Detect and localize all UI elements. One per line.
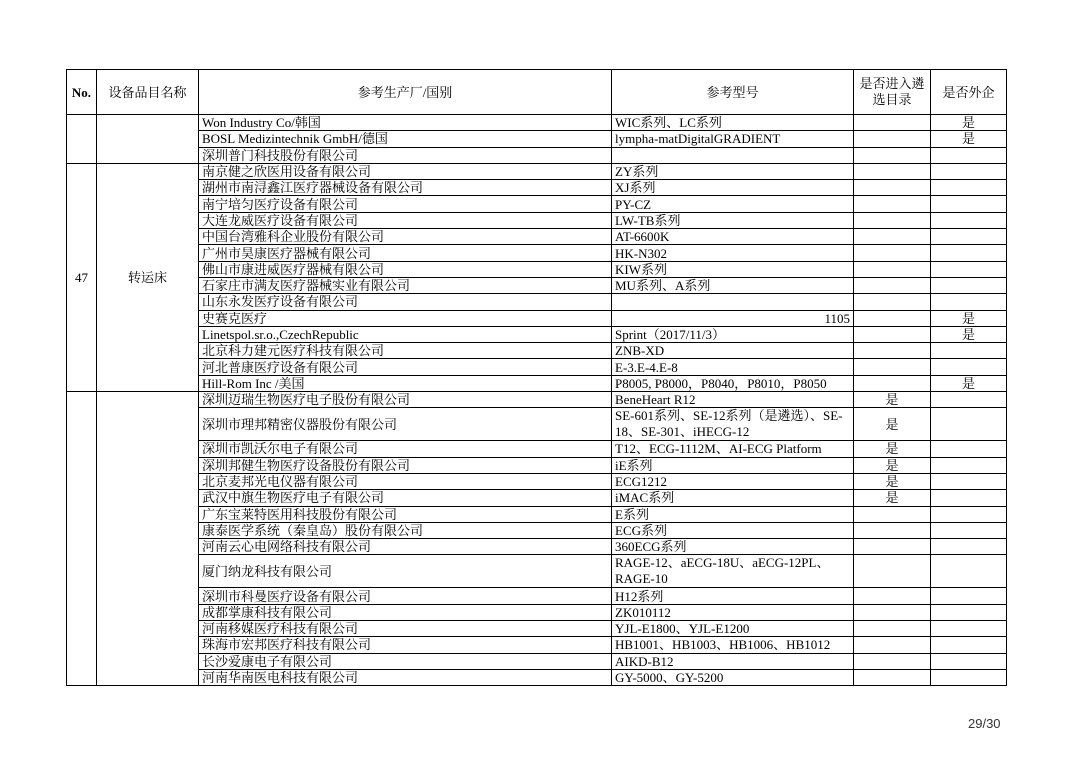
table-row xyxy=(67,212,1007,228)
maker-cell: 深圳市理邦精密仪器股份有限公司 xyxy=(199,408,612,441)
foreign-cell xyxy=(931,359,1007,375)
model-cell: H12系列 xyxy=(612,588,854,604)
directory-cell xyxy=(854,294,931,310)
model-cell: ZY系列 xyxy=(612,163,854,179)
model-cell: ZNB-XD xyxy=(612,343,854,359)
maker-cell: 大连龙威医疗设备有限公司 xyxy=(199,212,612,228)
maker-cell: 深圳普门科技股份有限公司 xyxy=(199,147,612,163)
maker-cell: 广东宝莱特医用科技股份有限公司 xyxy=(199,506,612,522)
table-row xyxy=(67,621,1007,637)
header-name: 设备品目名称 xyxy=(97,70,199,115)
directory-cell xyxy=(854,669,931,685)
model-cell: P8005, P8000，P8040，P8010，P8050 xyxy=(612,375,854,391)
model-cell: LW-TB系列 xyxy=(612,212,854,228)
directory-cell xyxy=(854,180,931,196)
maker-cell: 湖州市南浔鑫江医疗器械设备有限公司 xyxy=(199,180,612,196)
model-cell: Sprint（2017/11/3） xyxy=(612,326,854,342)
maker-cell: 河南华南医电科技有限公司 xyxy=(199,669,612,685)
foreign-cell xyxy=(931,473,1007,489)
foreign-cell xyxy=(931,196,1007,212)
foreign-cell xyxy=(931,588,1007,604)
header-foreign: 是否外企 xyxy=(931,70,1007,115)
table-row xyxy=(67,637,1007,653)
foreign-cell: 是 xyxy=(931,115,1007,131)
model-cell: PY-CZ xyxy=(612,196,854,212)
maker-cell: Linetspol.sr.o.,CzechRepublic xyxy=(199,326,612,342)
table-row xyxy=(67,653,1007,669)
equipment-table xyxy=(66,69,1007,686)
model-cell: RAGE-12、aECG-18U、aECG-12PL、RAGE-10 xyxy=(612,555,854,588)
maker-cell: 康泰医学系统（秦皇岛）股份有限公司 xyxy=(199,522,612,538)
directory-cell xyxy=(854,359,931,375)
table-row xyxy=(67,326,1007,342)
directory-cell: 是 xyxy=(854,441,931,457)
table-row xyxy=(67,359,1007,375)
directory-cell xyxy=(854,522,931,538)
directory-cell xyxy=(854,212,931,228)
model-cell: MU系列、A系列 xyxy=(612,277,854,293)
directory-cell xyxy=(854,653,931,669)
table-row xyxy=(67,441,1007,457)
header-model: 参考型号 xyxy=(612,70,854,115)
maker-cell: 珠海市宏邦医疗科技有限公司 xyxy=(199,637,612,653)
table-row xyxy=(67,261,1007,277)
table-row xyxy=(67,539,1007,555)
foreign-cell xyxy=(931,621,1007,637)
foreign-cell: 是 xyxy=(931,131,1007,147)
directory-cell xyxy=(854,261,931,277)
directory-cell: 是 xyxy=(854,408,931,441)
model-cell: ZK010112 xyxy=(612,604,854,620)
maker-cell: 河南云心电网络科技有限公司 xyxy=(199,539,612,555)
model-cell: HK-N302 xyxy=(612,245,854,261)
foreign-cell xyxy=(931,343,1007,359)
table-row xyxy=(67,229,1007,245)
model-cell: YJL-E1800、YJL-E1200 xyxy=(612,621,854,637)
table-row xyxy=(67,245,1007,261)
foreign-cell xyxy=(931,506,1007,522)
foreign-cell xyxy=(931,539,1007,555)
model-cell: 1105 xyxy=(612,310,854,326)
directory-cell xyxy=(854,163,931,179)
foreign-cell xyxy=(931,261,1007,277)
model-cell: SE-601系列、SE-12系列（是遴选）、SE-18、SE-301、iHECG-12 xyxy=(612,408,854,441)
model-cell: XJ系列 xyxy=(612,180,854,196)
foreign-cell xyxy=(931,669,1007,685)
foreign-cell xyxy=(931,147,1007,163)
table-row xyxy=(67,473,1007,489)
directory-cell xyxy=(854,115,931,131)
foreign-cell xyxy=(931,408,1007,441)
directory-cell: 是 xyxy=(854,473,931,489)
directory-cell xyxy=(854,621,931,637)
table-row xyxy=(67,408,1007,441)
table-body xyxy=(67,115,1007,686)
directory-cell xyxy=(854,375,931,391)
directory-cell xyxy=(854,555,931,588)
table-row xyxy=(67,490,1007,506)
maker-cell: 佛山市康进威医疗器械有限公司 xyxy=(199,261,612,277)
table-row xyxy=(67,457,1007,473)
maker-cell: 史赛克医疗 xyxy=(199,310,612,326)
model-cell: ECG系列 xyxy=(612,522,854,538)
model-cell: AT-6600K xyxy=(612,229,854,245)
group-name: 转运床 xyxy=(97,163,199,391)
model-cell xyxy=(612,147,854,163)
maker-cell: 武汉中旗生物医疗电子有限公司 xyxy=(199,490,612,506)
table-row xyxy=(67,277,1007,293)
table-row xyxy=(67,196,1007,212)
model-cell: iE系列 xyxy=(612,457,854,473)
maker-cell: 中国台湾雅科企业股份有限公司 xyxy=(199,229,612,245)
table-row xyxy=(67,180,1007,196)
directory-cell xyxy=(854,277,931,293)
directory-cell xyxy=(854,588,931,604)
maker-cell: 深圳迈瑞生物医疗电子股份有限公司 xyxy=(199,392,612,408)
foreign-cell xyxy=(931,555,1007,588)
model-cell: E-3.E-4.E-8 xyxy=(612,359,854,375)
foreign-cell xyxy=(931,637,1007,653)
maker-cell: 厦门纳龙科技有限公司 xyxy=(199,555,612,588)
maker-cell: 成都掌康科技有限公司 xyxy=(199,604,612,620)
table-row xyxy=(67,163,1007,179)
maker-cell: BOSL Medizintechnik GmbH/德国 xyxy=(199,131,612,147)
model-cell: GY-5000、GY-5200 xyxy=(612,669,854,685)
foreign-cell: 是 xyxy=(931,310,1007,326)
group-no xyxy=(67,115,97,164)
directory-cell xyxy=(854,131,931,147)
foreign-cell xyxy=(931,604,1007,620)
model-cell: lympha-matDigitalGRADIENT xyxy=(612,131,854,147)
directory-cell xyxy=(854,506,931,522)
maker-cell: Hill-Rom Inc /美国 xyxy=(199,375,612,391)
directory-cell: 是 xyxy=(854,490,931,506)
foreign-cell xyxy=(931,490,1007,506)
maker-cell: 南京健之欣医用设备有限公司 xyxy=(199,163,612,179)
model-cell: T12、ECG-1112M、AI-ECG Platform xyxy=(612,441,854,457)
foreign-cell xyxy=(931,212,1007,228)
foreign-cell xyxy=(931,163,1007,179)
table-row xyxy=(67,115,1007,131)
group-name xyxy=(97,392,199,686)
model-cell: KIW系列 xyxy=(612,261,854,277)
model-cell: iMAC系列 xyxy=(612,490,854,506)
foreign-cell: 是 xyxy=(931,326,1007,342)
directory-cell xyxy=(854,229,931,245)
foreign-cell xyxy=(931,294,1007,310)
maker-cell: 石家庄市满友医疗器械实业有限公司 xyxy=(199,277,612,293)
model-cell: WIC系列、LC系列 xyxy=(612,115,854,131)
table-row xyxy=(67,669,1007,685)
foreign-cell xyxy=(931,441,1007,457)
foreign-cell xyxy=(931,653,1007,669)
maker-cell: 河南移媒医疗科技有限公司 xyxy=(199,621,612,637)
foreign-cell xyxy=(931,229,1007,245)
header-directory: 是否进入遴选目录 xyxy=(854,70,931,115)
directory-cell xyxy=(854,343,931,359)
directory-cell: 是 xyxy=(854,457,931,473)
maker-cell: 山东永发医疗设备有限公司 xyxy=(199,294,612,310)
foreign-cell xyxy=(931,392,1007,408)
model-cell: AIKD-B12 xyxy=(612,653,854,669)
model-cell xyxy=(612,294,854,310)
directory-cell xyxy=(854,604,931,620)
foreign-cell xyxy=(931,245,1007,261)
maker-cell: 深圳市科曼医疗设备有限公司 xyxy=(199,588,612,604)
header-no: No. xyxy=(67,70,97,115)
maker-cell: Won Industry Co/韩国 xyxy=(199,115,612,131)
directory-cell xyxy=(854,310,931,326)
table-header xyxy=(67,70,1007,115)
maker-cell: 河北普康医疗设备有限公司 xyxy=(199,359,612,375)
model-cell: E系列 xyxy=(612,506,854,522)
table-row xyxy=(67,588,1007,604)
table-row xyxy=(67,294,1007,310)
maker-cell: 广州市昊康医疗器械有限公司 xyxy=(199,245,612,261)
maker-cell: 深圳市凯沃尔电子有限公司 xyxy=(199,441,612,457)
model-cell: ECG1212 xyxy=(612,473,854,489)
foreign-cell xyxy=(931,457,1007,473)
table-row xyxy=(67,392,1007,408)
directory-cell xyxy=(854,196,931,212)
table-row xyxy=(67,604,1007,620)
directory-cell xyxy=(854,245,931,261)
maker-cell: 北京麦邦光电仪器有限公司 xyxy=(199,473,612,489)
table-row xyxy=(67,555,1007,588)
directory-cell: 是 xyxy=(854,392,931,408)
maker-cell: 深圳邦健生物医疗设备股份有限公司 xyxy=(199,457,612,473)
table-row xyxy=(67,506,1007,522)
group-name xyxy=(97,115,199,164)
table-row xyxy=(67,131,1007,147)
foreign-cell xyxy=(931,522,1007,538)
table-row xyxy=(67,522,1007,538)
header-maker: 参考生产厂/国别 xyxy=(199,70,612,115)
model-cell: BeneHeart R12 xyxy=(612,392,854,408)
foreign-cell xyxy=(931,277,1007,293)
maker-cell: 长沙爱康电子有限公司 xyxy=(199,653,612,669)
directory-cell xyxy=(854,637,931,653)
table-row xyxy=(67,343,1007,359)
model-cell: HB1001、HB1003、HB1006、HB1012 xyxy=(612,637,854,653)
model-cell: 360ECG系列 xyxy=(612,539,854,555)
table-row xyxy=(67,147,1007,163)
group-no: 47 xyxy=(67,163,97,391)
foreign-cell: 是 xyxy=(931,375,1007,391)
table-row xyxy=(67,310,1007,326)
directory-cell xyxy=(854,147,931,163)
maker-cell: 南宁培匀医疗设备有限公司 xyxy=(199,196,612,212)
page-number: 29/30 xyxy=(968,716,1001,731)
table-row xyxy=(67,375,1007,391)
foreign-cell xyxy=(931,180,1007,196)
group-no xyxy=(67,392,97,686)
directory-cell xyxy=(854,326,931,342)
directory-cell xyxy=(854,539,931,555)
maker-cell: 北京科力建元医疗科技有限公司 xyxy=(199,343,612,359)
